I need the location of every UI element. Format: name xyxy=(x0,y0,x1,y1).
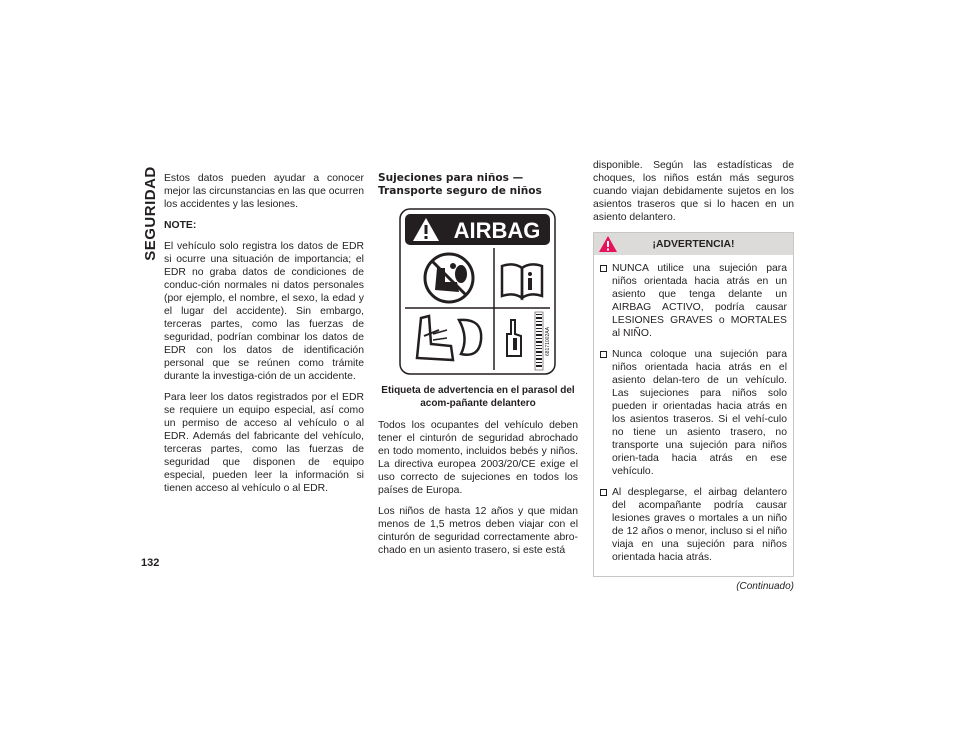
figure-caption: Etiqueta de advertencia en el parasol del acom-pañante delantero xyxy=(381,385,575,409)
warning-box xyxy=(593,232,794,577)
paragraph: Todos los ocupantes del vehículo deben tener el cinturón de seguridad abrochado en todo momento, incluidos bebés y niños. La directiva europea 2003/20/CE exige el uso correcto de sujeciones en todos los países de Europa. xyxy=(378,420,578,496)
warning-header xyxy=(594,233,793,255)
column-2 xyxy=(378,172,578,565)
section-title: Sujeciones para niños — Transporte seguro de niños xyxy=(378,172,542,197)
continued-note: (Continuado) xyxy=(736,581,794,592)
label-code: 68171002AA xyxy=(545,327,551,356)
barcode-icon xyxy=(535,312,543,370)
column-3 xyxy=(593,159,794,593)
warning-title: ¡ADVERTENCIA! xyxy=(652,238,735,250)
bullet-icon xyxy=(600,265,607,272)
bullet-icon xyxy=(600,351,607,358)
warning-item xyxy=(600,262,787,340)
section-side-tab xyxy=(141,165,159,261)
page-number: 132 xyxy=(141,557,160,569)
section-label: SEGURIDAD xyxy=(141,165,159,261)
warning-item-text: NUNCA utilice una sujeción para niños orientada hacia atrás en un asiento que tenga delante un AIRBAG ACTIVO, podría causar LESIONES GRAVES o MORTALES al NIÑO. xyxy=(612,263,787,339)
warning-list xyxy=(594,255,793,576)
bullet-icon xyxy=(600,489,607,496)
warning-item xyxy=(600,348,787,478)
warning-triangle-icon xyxy=(598,235,618,253)
label-banner-text: AIRBAG xyxy=(453,218,541,243)
column-1 xyxy=(164,172,364,503)
airbag-warning-label-image xyxy=(399,208,556,375)
note-heading: NOTE: xyxy=(164,220,197,231)
note-text: El vehículo solo registra los datos de EDR si ocurre una situación de importancia; el EDR no graba datos de condiciones de conduc-ción normales ni datos personales (por ejemplo, el nombre, el sexo, la edad y el lugar del accidente). Sin embargo, terceras partes, como las fuerzas de seguridad, podrían combinar los datos de EDR con los datos de identificación personal que se reúnen como trámite durante la investiga-ción de un accidente. xyxy=(164,241,364,382)
paragraph: Estos datos pueden ayudar a conocer mejor las circunstancias en las que ocurren los accidentes y las lesiones. xyxy=(164,173,364,210)
paragraph: disponible. Según las estadísticas de choques, los niños están más seguros cuando viajan debidamente sujetos en los asientos traseros que si lo hacen en un asiento delantero. xyxy=(593,160,794,223)
warning-item-text: Nunca coloque una sujeción para niños orientada hacia atrás en el asiento delan-tero de un vehículo. Las sujeciones para niños solo pueden ir orientadas hacia atrás en los asientos traseros. Si el vehí-culo no tiene un asiento trasero, no transporte una sujeción para niños orien-tada hacia atrás en ese vehículo. xyxy=(612,349,787,477)
warning-item xyxy=(600,486,787,564)
warning-item-text: Al desplegarse, el airbag delantero del acompañante podría causar lesiones graves o mortales a un niño de 12 años o menor, incluso si el niño viaja en una sujeción para niños orientada hacia atrás. xyxy=(612,487,787,563)
paragraph: Para leer los datos registrados por el EDR se requiere un equipo especial, así como un permiso de acceso al vehículo o al EDR. Además del fabricante del vehículo, terceras partes, como las fuerzas de seguridad que disponen de equipo especial, pueden leer la información si tienen acceso al vehículo o al EDR. xyxy=(164,392,364,494)
paragraph: Los niños de hasta 12 años y que midan menos de 1,5 metros deben viajar con el cinturón de seguridad correctamente abro-chado en un asiento trasero, si este está xyxy=(378,506,578,556)
